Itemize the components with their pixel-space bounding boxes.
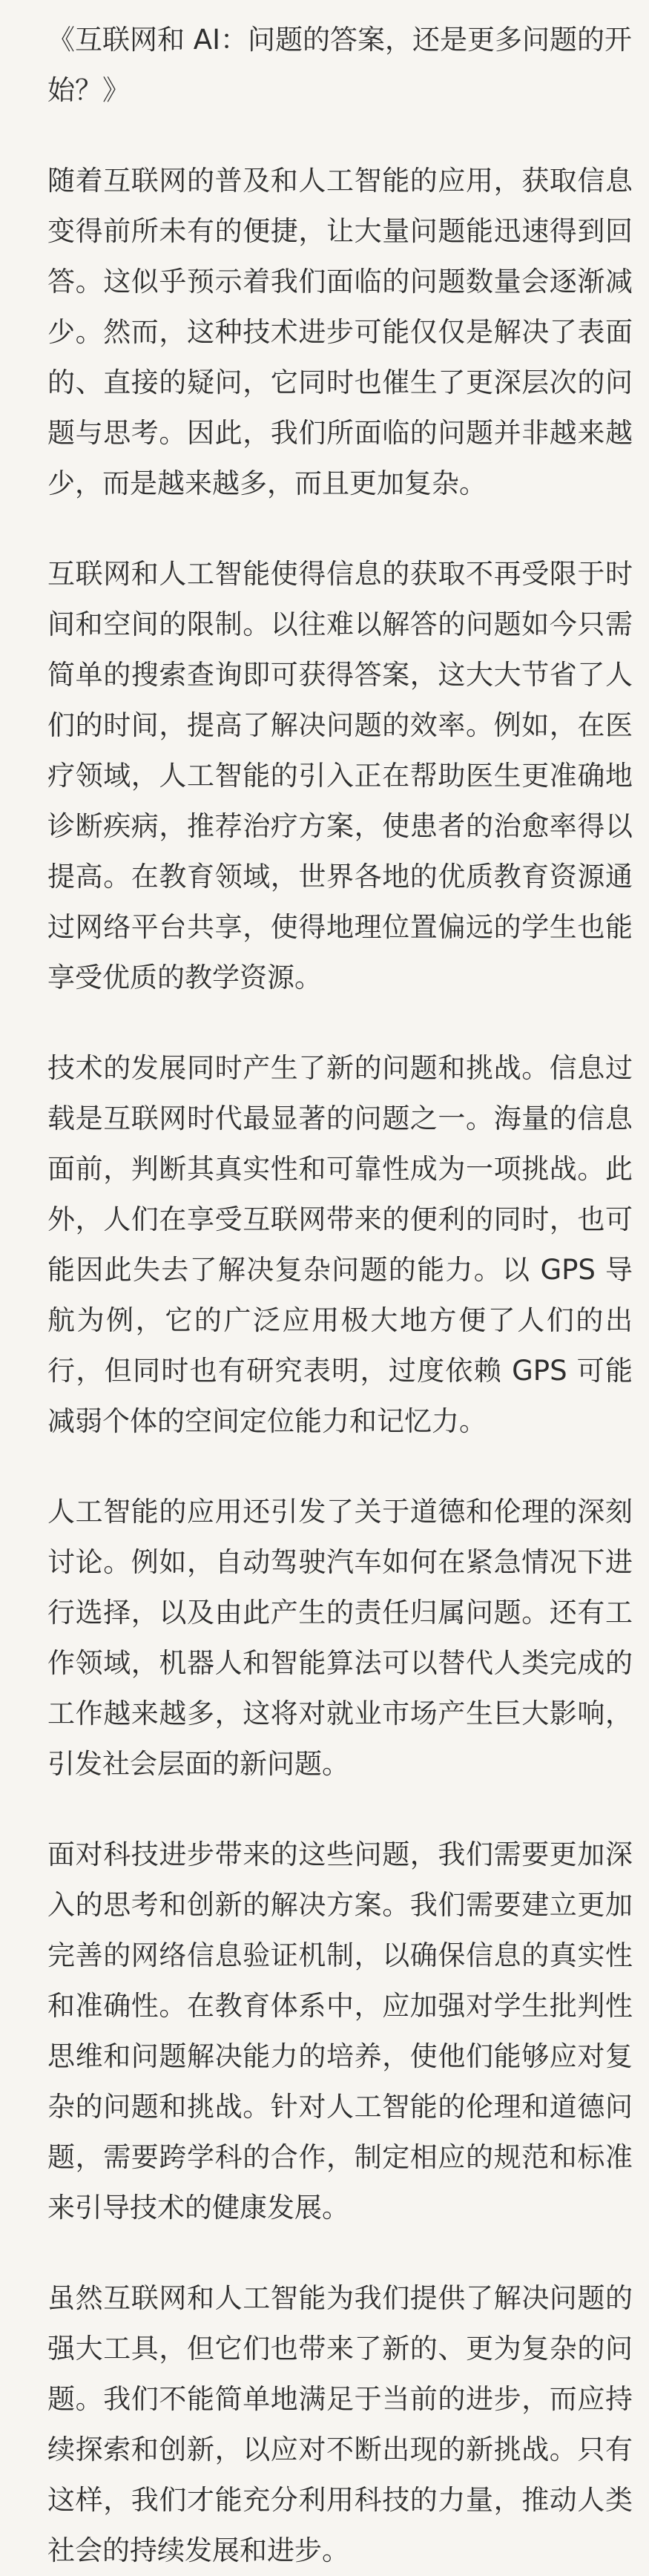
paragraph-3: 技术的发展同时产生了新的问题和挑战。信息过载是互联网时代最显著的问题之一。海量的信息面前，判断其真实性和可靠性成为一项挑战。此外，人们在享受互联网带来的便利的同时，也可能因此失去了解决复杂问题的能力。以 GPS 导航为例，它的广泛应用极大地方便了人们的出行，但同时也有研究表明，过度依赖 GPS 可能减弱个体的空间定位能力和记忆力。 — [47, 1052, 633, 1437]
paragraph-4: 人工智能的应用还引发了关于道德和伦理的深刻讨论。例如，自动驾驶汽车如何在紧急情况下进行选择，以及由此产生的责任归属问题。还有工作领域，机器人和智能算法可以替代人类完成的工作越来越多，这将对就业市场产生巨大影响，引发社会层面的新问题。 — [47, 1496, 633, 1780]
paragraph-5: 面对科技进步带来的这些问题，我们需要更加深入的思考和创新的解决方案。我们需要建立更加完善的网络信息验证机制，以确保信息的真实性和准确性。在教育体系中，应加强对学生批判性思维和问题解决能力的培养，使他们能够应对复杂的问题和挑战。针对人工智能的伦理和道德问题，需要跨学科的合作，制定相应的规范和标准来引导技术的健康发展。 — [47, 1839, 633, 2224]
paragraph-6: 虽然互联网和人工智能为我们提供了解决问题的强大工具，但它们也带来了新的、更为复杂的问题。我们不能简单地满足于当前的进步，而应持续探索和创新，以应对不断出现的新挑战。只有这样，我们才能充分利用科技的力量，推动人类社会的持续发展和进步。 — [47, 2282, 633, 2566]
paragraph-2: 互联网和人工智能使得信息的获取不再受限于时间和空间的限制。以往难以解答的问题如今只需简单的搜索查询即可获得答案，这大大节省了人们的时间，提高了解决问题的效率。例如，在医疗领域，人工智能的引入正在帮助医生更准确地诊断疾病，推荐治疗方案，使患者的治愈率得以提高。在教育领域，世界各地的优质教育资源通过网络平台共享，使得地理位置偏远的学生也能享受优质的教学资源。 — [47, 558, 633, 993]
article-title: 《互联网和 AI：问题的答案，还是更多问题的开始？》 — [47, 24, 632, 106]
paragraph-1: 随着互联网的普及和人工智能的应用，获取信息变得前所未有的便捷，让大量问题能迅速得到回答。这似乎预示着我们面临的问题数量会逐渐减少。然而，这种技术进步可能仅仅是解决了表面的、直接的疑问，它同时也催生了更深层次的问题与思考。因此，我们所面临的问题并非越来越少，而是越来越多，而且更加复杂。 — [47, 165, 633, 499]
